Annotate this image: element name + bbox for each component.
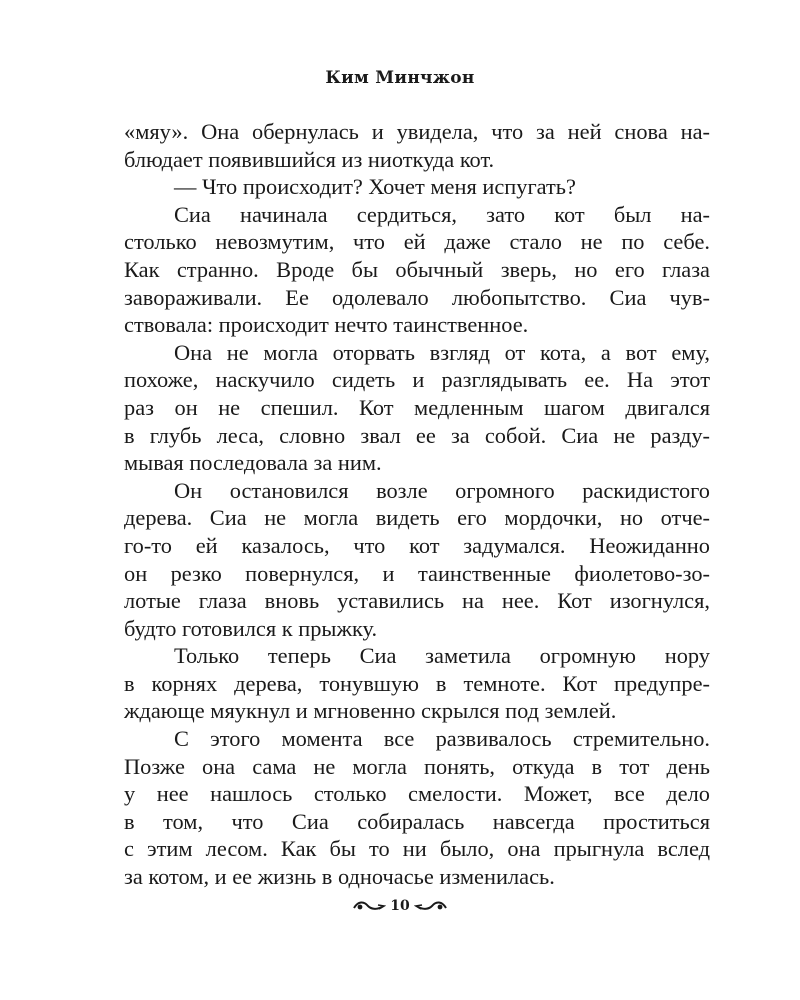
text-line: в глубь леса, словно звал ее за собой. Сиа не разду- — [124, 422, 710, 448]
text-line: Она не могла оторвать взгляд от кота, а вот ему, — [174, 339, 710, 365]
text-line: ствовала: происходит нечто таинственное. — [124, 312, 529, 338]
text-line: «мяу». Она обернулась и увидела, что за ней снова на- — [124, 119, 710, 144]
paragraph — [124, 201, 710, 339]
text-line: Только теперь Сиа заметила огромную нору — [174, 643, 710, 669]
text-line: Сиа начинала сердиться, зато кот был на- — [174, 201, 710, 227]
left-ornament-icon — [352, 899, 386, 913]
text-line: го-то ей казалось, что кот задумался. Неожиданно — [124, 532, 710, 558]
running-head-author: Ким Минчжон — [325, 68, 475, 88]
text-line: мывая последовала за ним. — [124, 450, 382, 476]
body-text — [124, 118, 710, 891]
text-line: раз он не спешил. Кот медленным шагом двигался — [124, 394, 710, 420]
page-number: 10 — [390, 898, 410, 914]
paragraph — [124, 725, 710, 891]
text-line: лотые глаза вновь уставились на нее. Кот изогнулся, — [124, 588, 710, 614]
text-line: С этого момента все развивалось стремительно. — [174, 726, 710, 752]
text-line: столько невозмутим, что ей даже стало не по себе. — [124, 229, 710, 255]
text-line: — Что происходит? Хочет меня испугать? — [174, 174, 576, 200]
text-line: за котом, и ее жизнь в одночасье изменилась. — [124, 864, 555, 890]
paragraph — [124, 477, 710, 643]
paragraph — [124, 118, 710, 173]
text-line: Он остановился возле огромного раскидистого — [174, 477, 710, 503]
text-line: Как странно. Вроде бы обычный зверь, но его глаза — [124, 256, 710, 282]
text-line: в корнях дерева, тонувшую в темноте. Кот предупре- — [124, 670, 710, 696]
text-line: он резко повернулся, и таинственные фиолетово-зо- — [124, 560, 710, 586]
text-line: у нее нашлось столько смелости. Может, все дело — [124, 781, 710, 807]
paragraph — [124, 339, 710, 477]
text-line: дерева. Сиа не могла видеть его мордочки, но отче- — [124, 505, 710, 531]
page-folio — [0, 895, 800, 917]
right-ornament-icon — [414, 899, 448, 913]
text-line: блюдает появившийся из ниоткуда кот. — [124, 146, 495, 172]
text-line: в том, что Сиа собиралась навсегда проститься — [124, 808, 710, 834]
text-line: Позже она сама не могла понять, откуда в тот день — [124, 753, 710, 779]
text-line: будто готовился к прыжку. — [124, 615, 378, 641]
text-line: похоже, наскучило сидеть и разглядывать ее. На этот — [124, 367, 710, 393]
text-line: с этим лесом. Как бы то ни было, она прыгнула вслед — [124, 836, 710, 862]
text-line: завораживали. Ее одолевало любопытство. Сиа чув- — [124, 284, 710, 310]
paragraph — [124, 173, 710, 201]
paragraph — [124, 642, 710, 725]
text-line: ждающе мяукнул и мгновенно скрылся под землей. — [124, 698, 617, 724]
